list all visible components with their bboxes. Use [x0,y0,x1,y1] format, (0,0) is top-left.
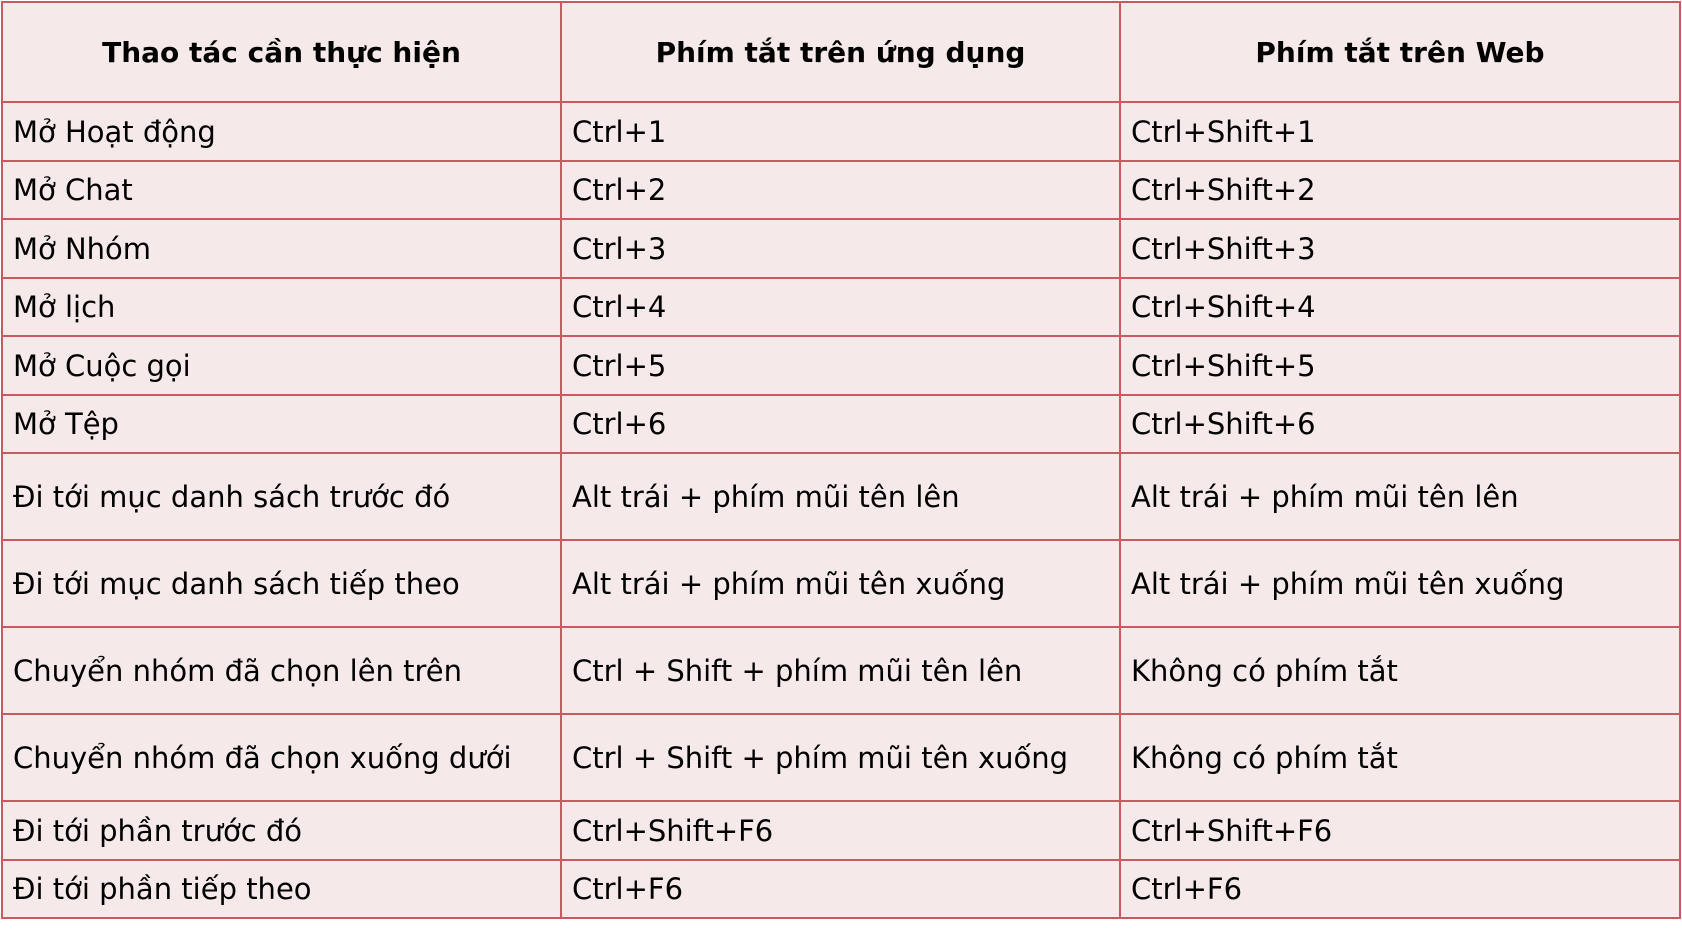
column-header-app: Phím tắt trên ứng dụng [561,2,1120,102]
cell-web-shortcut: Ctrl+Shift+1 [1120,102,1680,161]
cell-app-shortcut: Ctrl+F6 [561,860,1120,918]
table-header-row [2,2,1680,102]
cell-action: Chuyển nhóm đã chọn xuống dưới [2,714,561,801]
table-row [2,278,1680,336]
cell-web-shortcut: Ctrl+Shift+4 [1120,278,1680,336]
table-row [2,336,1680,395]
cell-app-shortcut: Ctrl+6 [561,395,1120,453]
cell-action: Mở lịch [2,278,561,336]
table-row [2,219,1680,278]
cell-web-shortcut: Alt trái + phím mũi tên xuống [1120,540,1680,627]
cell-app-shortcut: Ctrl + Shift + phím mũi tên xuống [561,714,1120,801]
cell-web-shortcut: Không có phím tắt [1120,627,1680,714]
table-row [2,161,1680,219]
column-header-web: Phím tắt trên Web [1120,2,1680,102]
cell-app-shortcut: Ctrl+4 [561,278,1120,336]
column-header-action: Thao tác cần thực hiện [2,2,561,102]
cell-action: Đi tới mục danh sách tiếp theo [2,540,561,627]
cell-action: Đi tới mục danh sách trước đó [2,453,561,540]
cell-web-shortcut: Ctrl+Shift+5 [1120,336,1680,395]
table-row [2,540,1680,627]
cell-web-shortcut: Ctrl+Shift+3 [1120,219,1680,278]
cell-web-shortcut: Ctrl+Shift+6 [1120,395,1680,453]
cell-app-shortcut: Ctrl+2 [561,161,1120,219]
table-row [2,860,1680,918]
cell-app-shortcut: Ctrl+5 [561,336,1120,395]
cell-action: Mở Nhóm [2,219,561,278]
cell-web-shortcut: Ctrl+Shift+F6 [1120,801,1680,860]
cell-action: Đi tới phần tiếp theo [2,860,561,918]
cell-app-shortcut: Ctrl+3 [561,219,1120,278]
table-row [2,102,1680,161]
cell-web-shortcut: Ctrl+F6 [1120,860,1680,918]
cell-web-shortcut: Không có phím tắt [1120,714,1680,801]
cell-app-shortcut: Ctrl+Shift+F6 [561,801,1120,860]
cell-action: Đi tới phần trước đó [2,801,561,860]
cell-app-shortcut: Ctrl+1 [561,102,1120,161]
table-row [2,395,1680,453]
cell-app-shortcut: Alt trái + phím mũi tên xuống [561,540,1120,627]
cell-app-shortcut: Alt trái + phím mũi tên lên [561,453,1120,540]
table-row [2,801,1680,860]
cell-action: Mở Chat [2,161,561,219]
cell-action: Chuyển nhóm đã chọn lên trên [2,627,561,714]
table-row [2,714,1680,801]
cell-action: Mở Cuộc gọi [2,336,561,395]
table-row [2,453,1680,540]
table-row [2,627,1680,714]
cell-web-shortcut: Ctrl+Shift+2 [1120,161,1680,219]
cell-action: Mở Hoạt động [2,102,561,161]
cell-app-shortcut: Ctrl + Shift + phím mũi tên lên [561,627,1120,714]
shortcut-table [1,1,1681,919]
cell-web-shortcut: Alt trái + phím mũi tên lên [1120,453,1680,540]
cell-action: Mở Tệp [2,395,561,453]
